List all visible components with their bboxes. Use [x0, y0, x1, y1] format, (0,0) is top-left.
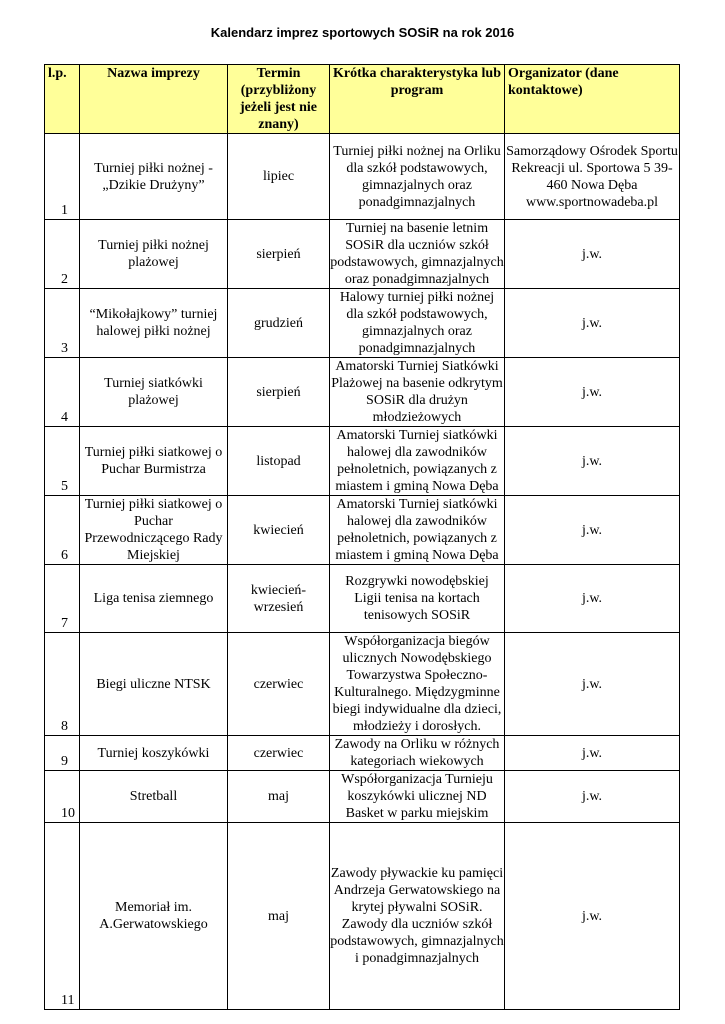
- event-description: Zawody pływackie ku pamięci Andrzeja Gerwatowskiego na krytej pływalni SOSiR. Zawody dla uczniów szkół podstawowych, gimnazjalnych i ponadgimnazjalnych: [330, 823, 505, 1010]
- event-description: Amatorski Turniej siatkówki halowej dla zawodników pełnoletnich, powiązanych z miastem i gminą Nowa Dęba: [330, 496, 505, 565]
- row-number: 11: [45, 823, 80, 1010]
- event-term: maj: [228, 771, 330, 823]
- page-title: Kalendarz imprez sportowych SOSiR na rok 2016: [210, 25, 515, 40]
- event-name: Stretball: [80, 771, 228, 823]
- event-description: Halowy turniej piłki nożnej dla szkół podstawowych, gimnazjalnych oraz ponadgimnazjalnych: [330, 289, 505, 358]
- table-row: [45, 771, 680, 823]
- events-table: [44, 64, 680, 1010]
- event-organizer: j.w.: [505, 823, 680, 1010]
- header-lp: l.p.: [45, 65, 80, 134]
- event-organizer: j.w.: [505, 427, 680, 496]
- event-organizer: j.w.: [505, 289, 680, 358]
- event-name: Biegi uliczne NTSK: [80, 633, 228, 736]
- header-desc: Krótka charakterystyka lub program: [330, 65, 505, 134]
- row-number: 4: [45, 358, 80, 427]
- row-number: 7: [45, 565, 80, 633]
- header-row: [45, 65, 680, 134]
- event-description: Amatorski Turniej Siatkówki Plażowej na basenie odkrytym SOSiR dla drużyn młodzieżowych: [331, 359, 503, 425]
- table-row: [45, 220, 680, 289]
- event-name: Liga tenisa ziemnego: [80, 565, 228, 633]
- table-row: [45, 633, 680, 736]
- table-row: [45, 565, 680, 633]
- row-number: 1: [45, 134, 80, 220]
- event-organizer: j.w.: [505, 220, 680, 289]
- event-organizer: j.w.: [505, 565, 680, 633]
- event-description: Współorganizacja biegów ulicznych Nowodębskiego Towarzystwa Społeczno-Kulturalnego. Międzygminne biegi indywidualne dla dzieci, młodzieży i dorosłych.: [330, 633, 505, 736]
- header-term: Termin (przybliżony jeżeli jest nie znany): [228, 65, 330, 134]
- row-number: 9: [45, 736, 80, 771]
- event-term: sierpień: [228, 220, 330, 289]
- table-row: [45, 358, 680, 427]
- event-name: “Mikołajkowy” turniej halowej piłki nożnej: [80, 289, 228, 358]
- event-description: Rozgrywki nowodębskiej Ligii tenisa na kortach tenisowych SOSiR: [330, 565, 505, 633]
- event-name: Turniej piłki nożnej plażowej: [80, 220, 228, 289]
- header-name: Nazwa imprezy: [80, 65, 228, 134]
- event-name: Turniej koszykówki: [80, 736, 228, 771]
- event-term: czerwiec: [228, 633, 330, 736]
- row-number: 6: [45, 496, 80, 565]
- event-name: Turniej piłki nożnej - „Dzikie Drużyny”: [80, 134, 228, 220]
- event-name: Turniej piłki siatkowej o Puchar Przewodniczącego Rady Miejskiej: [80, 496, 228, 565]
- event-description: Turniej piłki nożnej na Orliku dla szkół podstawowych, gimnazjalnych oraz ponadgimnazjalnych: [330, 134, 505, 220]
- event-description: Zawody na Orliku w różnych kategoriach wiekowych: [330, 736, 505, 771]
- event-term: listopad: [228, 427, 330, 496]
- event-organizer: j.w.: [505, 633, 680, 736]
- event-description: Turniej na basenie letnim SOSiR dla uczniów szkół podstawowych, gimnazjalnych oraz ponadgimnazjalnych: [330, 221, 504, 287]
- event-organizer: j.w.: [505, 496, 680, 565]
- table-row: [45, 736, 680, 771]
- event-name: Memoriał im. A.Gerwatowskiego: [80, 823, 228, 1010]
- table-row: [45, 427, 680, 496]
- event-organizer: j.w.: [505, 771, 680, 823]
- event-organizer: j.w.: [505, 358, 680, 427]
- row-number: 8: [45, 633, 80, 736]
- event-description: Amatorski Turniej siatkówki halowej dla zawodników pełnoletnich, powiązanych z miastem i gminą Nowa Dęba: [330, 427, 505, 496]
- event-description: Współorganizacja Turnieju koszykówki ulicznej ND Basket w parku miejskim: [330, 771, 505, 823]
- event-term: sierpień: [228, 358, 330, 427]
- event-term: czerwiec: [228, 736, 330, 771]
- row-number: 10: [45, 771, 80, 823]
- table-row: [45, 496, 680, 565]
- event-term: kwiecień-wrzesień: [228, 565, 330, 633]
- table-row: [45, 134, 680, 220]
- event-term: maj: [228, 823, 330, 1010]
- header-org: Organizator (dane kontaktowe): [505, 65, 680, 134]
- event-organizer: Samorządowy Ośrodek Sportu Rekreacji ul. Sportowa 5 39-460 Nowa Dęba www.sportnowadeba.pl: [505, 134, 680, 220]
- event-name: Turniej siatkówki plażowej: [80, 358, 228, 427]
- event-name: Turniej piłki siatkowej o Puchar Burmistrza: [80, 427, 228, 496]
- event-term: grudzień: [228, 289, 330, 358]
- row-number: 2: [45, 220, 80, 289]
- table-row: [45, 289, 680, 358]
- event-term: lipiec: [228, 134, 330, 220]
- row-number: 5: [45, 427, 80, 496]
- row-number: 3: [45, 289, 80, 358]
- table-row: [45, 823, 680, 1010]
- event-term: kwiecień: [228, 496, 330, 565]
- event-organizer: j.w.: [505, 736, 680, 771]
